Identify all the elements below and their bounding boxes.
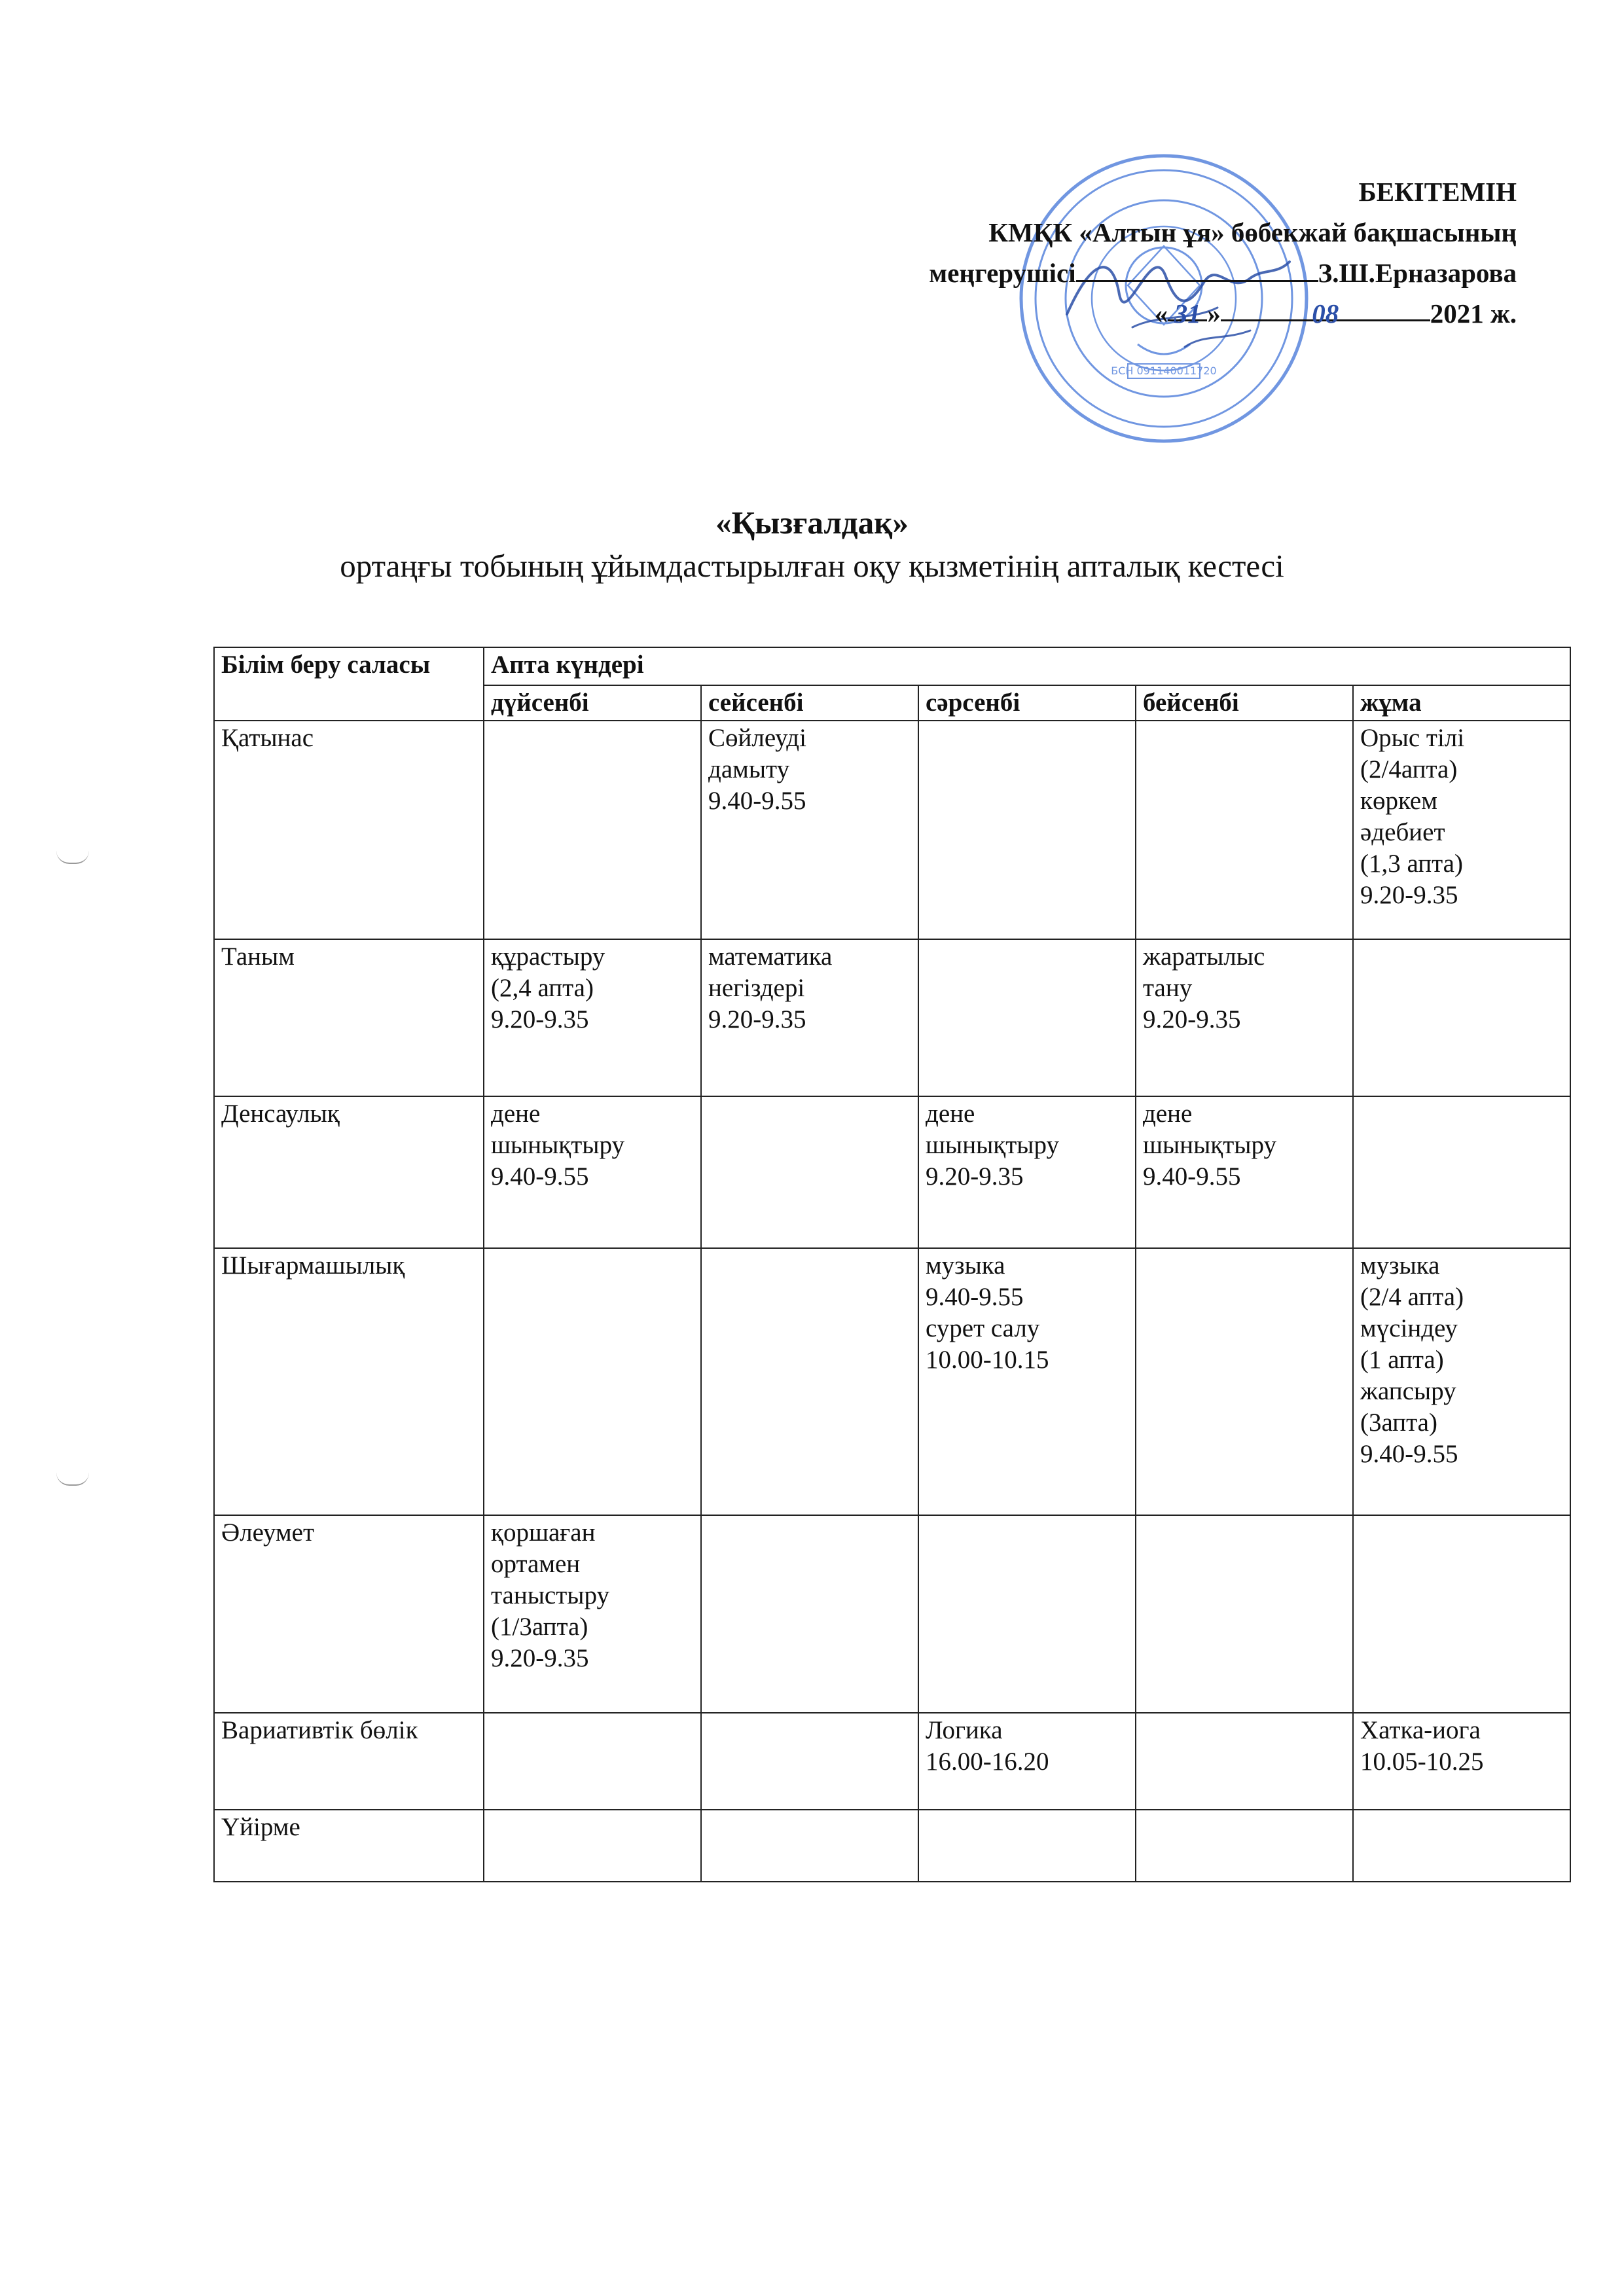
cell-text-line: шынықтыру [491,1131,624,1159]
cell-text-line: 9.40-9.55 [1143,1162,1241,1191]
date-month: 08 [1221,293,1430,321]
cell-text-line: Сөйлеуді [708,724,806,752]
schedule-cell [918,1515,1136,1713]
schedule-cell [1353,721,1570,939]
cell-text-line: әдебиет [1360,818,1445,846]
schedule-cell [484,939,701,1096]
cell-text-line: (3апта) [1360,1408,1437,1437]
table-row [214,1096,1570,1248]
margin-mark [56,1473,89,1486]
table-row [214,721,1570,939]
cell-text-line: тану [1143,974,1193,1002]
schedule-cell [1353,1713,1570,1810]
schedule-cell [918,721,1136,939]
approval-date-line [535,293,1517,334]
cell-text-line: 9.20-9.35 [1143,1005,1241,1033]
cell-text-line: 9.20-9.35 [491,1644,589,1672]
schedule-cell [701,1515,918,1713]
schedule-cell [918,1248,1136,1515]
cell-text-line: 9.40-9.55 [491,1162,589,1191]
date-day: 31 [1168,293,1207,321]
schedule-cell [1136,1810,1353,1882]
cell-text-line: Логика [926,1716,1003,1744]
group-name: «Қызғалдақ» [715,505,909,541]
area-name-cell: Шығармашылық [214,1248,484,1515]
approval-organization: КМҚК «Алтын ұя» бөбекжай бақшасының [988,217,1517,247]
day-header-friday: жұма [1353,685,1570,721]
schedule-cell [1136,1515,1353,1713]
approval-role: меңгерушісі [929,258,1076,288]
cell-text-line: (2/4апта) [1360,755,1458,783]
cell-text-line: 9.20-9.35 [926,1162,1024,1191]
approval-block [535,171,1517,334]
cell-text-line: дамыту [708,755,790,783]
schedule-cell [701,1248,918,1515]
schedule-cell [701,721,918,939]
cell-text-line: сурет салу [926,1314,1040,1342]
schedule-cell [484,1096,701,1248]
cell-text-line: (2,4 апта) [491,974,594,1002]
cell-text-line: таныстыру [491,1581,609,1609]
schedule-body [214,721,1570,1882]
cell-text-line: 9.20-9.35 [708,1005,806,1033]
schedule-cell [1136,1096,1353,1248]
schedule-cell [1136,1713,1353,1810]
schedule-cell [918,1096,1136,1248]
cell-text-line: (1 апта) [1360,1346,1444,1374]
cell-text-line: 9.20-9.35 [1360,881,1458,909]
schedule-cell [484,1248,701,1515]
schedule-cell [484,1515,701,1713]
day-header-thursday: бейсенбі [1136,685,1353,721]
approval-heading: БЕКІТЕМІН [1358,177,1517,207]
cell-text-line: дене [926,1100,975,1128]
schedule-cell [1136,1248,1353,1515]
schedule-cell [1353,939,1570,1096]
area-name-cell: Денсаулық [214,1096,484,1248]
schedule-cell [701,1810,918,1882]
schedule-cell [1353,1096,1570,1248]
cell-text-line: көркем [1360,787,1437,815]
cell-text-line: 9.40-9.55 [1360,1440,1458,1468]
cell-text-line: математика [708,942,833,971]
margin-mark [56,851,89,864]
date-close-quote: » [1207,298,1221,329]
schedule-cell [918,1713,1136,1810]
schedule-cell [1353,1248,1570,1515]
stamp-bin: БСН 091140011720 [1111,365,1217,377]
cell-text-line: (1/3апта) [491,1613,588,1641]
table-row [214,1515,1570,1713]
schedule-table [213,647,1571,1882]
date-open-quote: « [1154,298,1168,329]
area-name-cell: Таным [214,939,484,1096]
area-header: Білім беру саласы [214,647,484,721]
schedule-subtitle: ортаңғы тобының ұйымдастырылған оқу қызметінің апталық кестесі [340,548,1284,584]
cell-text-line: шынықтыру [1143,1131,1276,1159]
cell-text-line: құрастыру [491,942,605,971]
schedule-cell [484,1810,701,1882]
table-row [214,939,1570,1096]
area-name-cell: Вариативтік бөлік [214,1713,484,1810]
cell-text-line: 16.00-16.20 [926,1748,1049,1776]
approval-head-name: З.Ш.Ерназарова [1318,258,1517,288]
schedule-cell [701,1096,918,1248]
cell-text-line: жаратылыс [1143,942,1265,971]
table-row [214,1248,1570,1515]
schedule-cell [1136,721,1353,939]
cell-text-line: 10.00-10.15 [926,1346,1049,1374]
day-header-tuesday: сейсенбі [701,685,918,721]
approval-signatory-line [535,253,1517,293]
schedule-cell [1136,939,1353,1096]
schedule-cell [1353,1810,1570,1882]
area-name-cell: Қатынас [214,721,484,939]
table-row [214,1810,1570,1882]
date-year: 2021 ж. [1430,298,1517,329]
cell-text-line: дене [491,1100,541,1128]
cell-text-line: 9.40-9.55 [708,787,806,815]
days-header: Апта күндері [484,647,1570,685]
day-header-wednesday: сәрсенбі [918,685,1136,721]
schedule-cell [1353,1515,1570,1713]
schedule-cell [918,939,1136,1096]
signature-underline [1076,254,1318,282]
schedule-cell [484,721,701,939]
cell-text-line: 10.05-10.25 [1360,1748,1484,1776]
schedule-cell [484,1713,701,1810]
cell-text-line: Хатка-иога [1360,1716,1481,1744]
cell-text-line: мүсіндеу [1360,1314,1458,1342]
cell-text-line: дене [1143,1100,1193,1128]
schedule-cell [918,1810,1136,1882]
schedule-cell [701,1713,918,1810]
cell-text-line: негіздері [708,974,805,1002]
area-name-cell: Үйірме [214,1810,484,1882]
cell-text-line: музыка [1360,1251,1440,1280]
cell-text-line: Орыс тілі [1360,724,1465,752]
document-title [0,501,1624,588]
cell-text-line: жапсыру [1360,1377,1456,1405]
cell-text-line: ортамен [491,1550,581,1578]
schedule-cell [701,939,918,1096]
area-name-cell: Әлеумет [214,1515,484,1713]
table-row [214,1713,1570,1810]
cell-text-line: 9.40-9.55 [926,1283,1024,1311]
day-header-monday: дүйсенбі [484,685,701,721]
cell-text-line: (2/4 апта) [1360,1283,1464,1311]
cell-text-line: (1,3 апта) [1360,850,1463,878]
cell-text-line: 9.20-9.35 [491,1005,589,1033]
cell-text-line: музыка [926,1251,1005,1280]
cell-text-line: қоршаған [491,1518,596,1547]
cell-text-line: шынықтыру [926,1131,1059,1159]
